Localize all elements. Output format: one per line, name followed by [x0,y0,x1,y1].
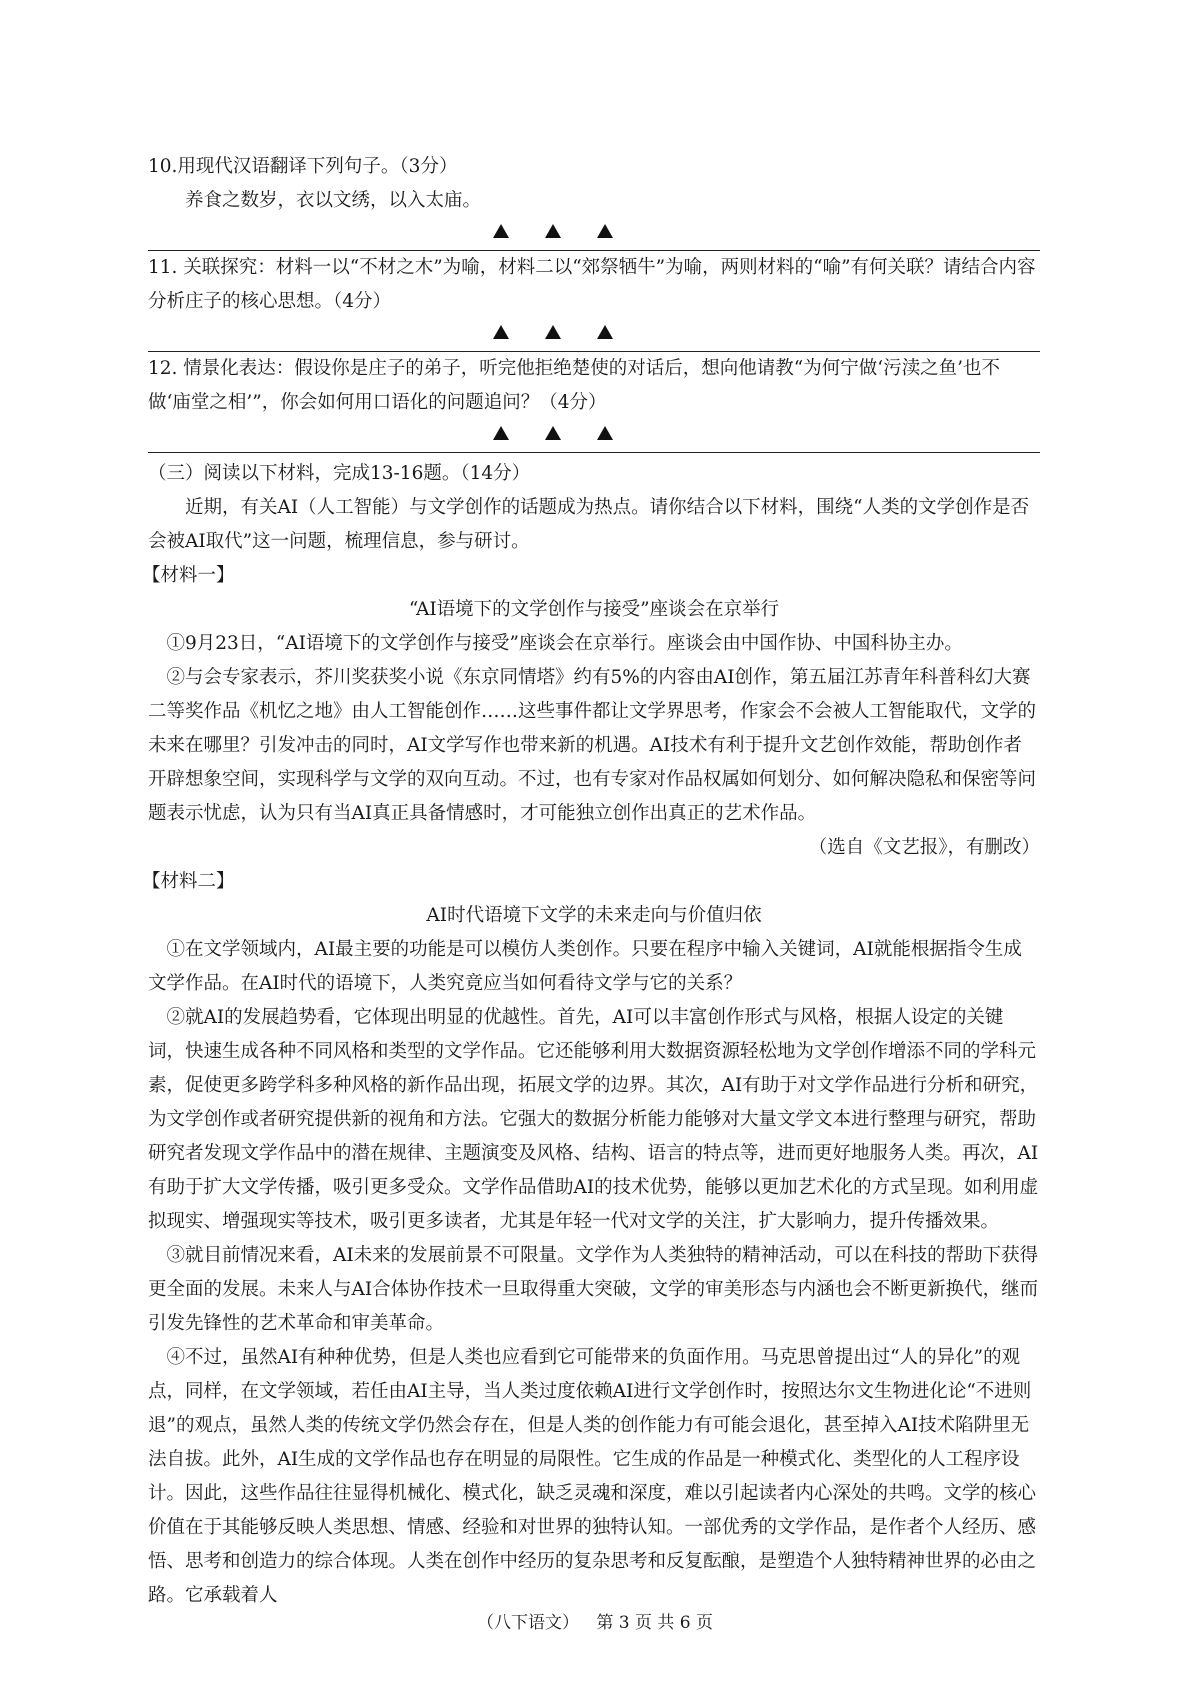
answer-marker [493,325,613,339]
triangle-icon [493,325,509,339]
material-2-paragraph: ②就AI的发展趋势看，它体现出明显的优越性。首先，AI可以丰富创作形式与风格，根据人设定的关键词，快速生成各种不同风格和类型的文学作品。它还能够利用大数据资源轻松地为文学创作增添不同的学科元素，促使更多跨学科多种风格的新作品出现，拓展文学的边界。其次，AI有助于对文学作品进行分析和研究，为文学创作或者研究提供新的视角和方法。它强大的数据分析能力能够对大量文学文本进行整理与研究，帮助研究者发现文学作品中的潜在规律、主题演变及风格、结构、语言的特点等，进而更好地服务人类。再次，AI有助于扩大文学传播，吸引更多受众。文学作品借助AI的技术优势，能够以更加艺术化的方式呈现。如利用虚拟现实、增强现实等技术，吸引更多读者，尤其是年轻一代对文学的关注，扩大影响力，提升传播效果。 [148,1007,1039,1232]
page-footer [0,1608,1190,1633]
triangle-icon [493,426,509,440]
material-2-paragraph: ③就目前情况来看，AI未来的发展前景不可限量。文学作为人类独特的精神活动，可以在科技的帮助下获得更全面的发展。未来人与AI合体协作技术一旦取得重大突破，文学的审美形态与内涵也会不断更新换代，继而引发先锋性的艺术革命和审美革命。 [148,1245,1039,1334]
answer-line-10[interactable] [148,220,1040,251]
material-2-label: 【材料二】 [142,871,235,892]
triangle-icon [545,325,561,339]
section-3-title: （三）阅读以下材料，完成13-16题。（14分） [148,463,531,484]
question-10-sentence: 养食之数岁，衣以文绣，以入太庙。 [185,190,482,211]
footer-page-number: 第 3 页 共 6 页 [596,1613,714,1633]
answer-marker [493,224,613,238]
material-2-paragraph: ④不过，虽然AI有种种优势，但是人类也应看到它可能带来的负面作用。马克思曾提出过“人的异化”的观点，同样，在文学领域，若任由AI主导，当人类过度依赖AI进行文学创作时，按照达尔文生物进化论“不进则退”的观点，虽然人类的传统文学仍然会存在，但是人类的创作能力有可能会退化，甚至掉入AI技术陷阱里无法自拔。此外，AI生成的文学作品也存在明显的局限性。它生成的作品是一种模式化、类型化的人工程序设计。因此，这些作品往往显得机械化、模式化，缺乏灵魂和深度，难以引起读者内心深处的共鸣。文学的核心价值在于其能够反映人类思想、情感、经验和对世界的独特认知。一部优秀的文学作品，是作者个人经历、感悟、思考和创造力的综合体现。人类在创作中经历的复杂思考和反复酝酿，是塑造个人独特精神世界的必由之路。它承载着人 [148,1347,1037,1606]
question-12-prompt: 12. 情景化表达：假设你是庄子的弟子，听完他拒绝楚使的对话后，想向他请教“为何宁做‘污渎之鱼’也不做‘庙堂之相’”，你会如何用口语化的问题追问？（4分） [148,358,1001,413]
question-10-prompt: 10.用现代汉语翻译下列句子。（3分） [148,156,458,177]
material-1-source: （选自《文艺报》，有删改） [808,837,1040,858]
exam-page [142,150,1040,1613]
answer-line-12[interactable] [148,422,1040,453]
material-1-paragraph: ②与会专家表示，芥川奖获奖小说《东京同情塔》约有5%的内容由AI创作，第五届江苏青年科普科幻大赛二等奖作品《机忆之地》由人工智能创作……这些事件都让文学界思考，作家会不会被人工智能取代，文学的未来在哪里？引发冲击的同时，AI文学写作也带来新的机遇。AI技术有利于提升文艺创作效能，帮助创作者开辟想象空间，实现科学与文学的双向互动。不过，也有专家对作品权属如何划分、如何解决隐私和保密等问题表示忧虑，认为只有当AI真正具备情感时，才可能独立创作出真正的艺术作品。 [148,667,1037,824]
triangle-icon [597,224,613,238]
material-2-paragraph: ①在文学领域内，AI最主要的功能是可以模仿人类创作。只要在程序中输入关键词，AI就能根据指令生成文学作品。在AI时代的语境下，人类究竟应当如何看待文学与它的关系？ [148,939,1022,994]
answer-line-11[interactable] [148,321,1040,352]
material-1-label: 【材料一】 [142,565,235,586]
material-2-title: AI时代语境下文学的未来走向与价值归依 [426,905,762,926]
footer-subject: （八下语文） [476,1613,579,1633]
triangle-icon [597,426,613,440]
triangle-icon [597,325,613,339]
triangle-icon [545,224,561,238]
triangle-icon [493,224,509,238]
triangle-icon [545,426,561,440]
answer-marker [493,426,613,440]
material-1-title: “AI语境下的文学创作与接受”座谈会在京举行 [408,599,780,620]
question-11-prompt: 11. 关联探究：材料一以“不材之木”为喻，材料二以“郊祭牺牛”为喻，两则材料的“喻”有何关联？请结合内容分析庄子的核心思想。（4分） [148,257,1036,312]
material-1-paragraph: ①9月23日，“AI语境下的文学创作与接受”座谈会在京举行。座谈会由中国作协、中国科协主办。 [166,633,963,654]
section-3-intro: 近期，有关AI（人工智能）与文学创作的话题成为热点。请你结合以下材料，围绕“人类的文学创作是否会被AI取代”这一问题，梳理信息，参与研讨。 [148,497,1030,552]
